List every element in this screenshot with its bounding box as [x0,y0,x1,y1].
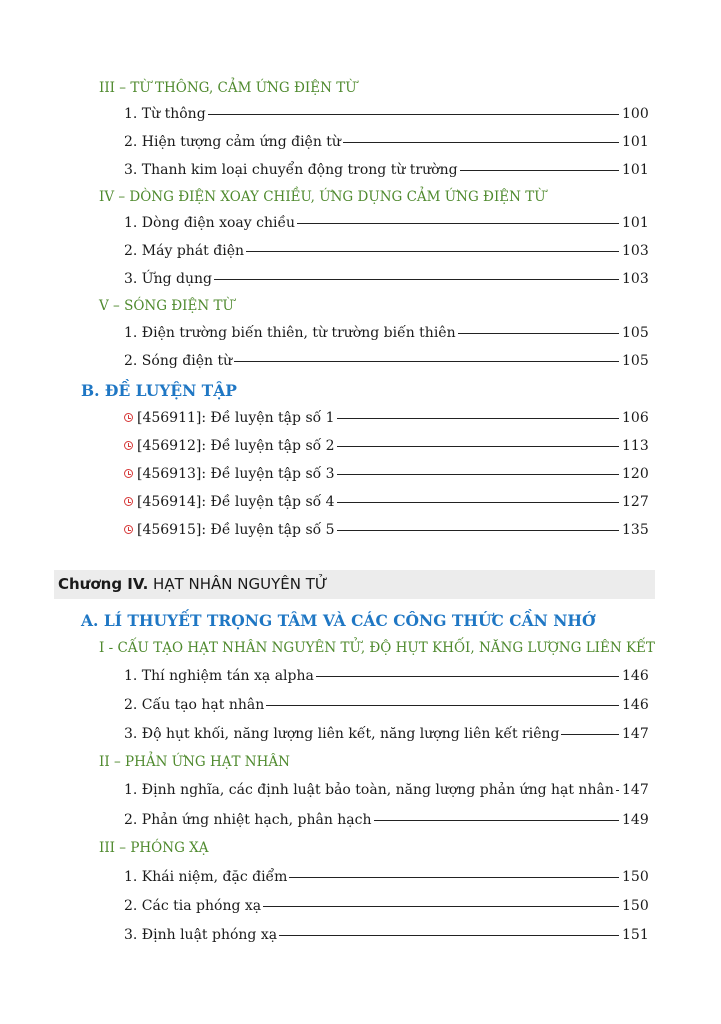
toc-entry[interactable] [124,353,648,373]
section-title-iii-radioactivity: III – PHÓNG XẠ [99,840,209,856]
practice-entry[interactable] [124,466,648,486]
toc-entry-text: [456915]: Đề luyện tập số 5 [137,522,335,538]
leader-line [458,333,619,334]
section-title-v: V – SÓNG ĐIỆN TỪ [99,298,234,314]
toc-entry[interactable] [124,927,648,947]
chapter-label: Chương IV. [58,575,149,593]
toc-entry-text: 3. Thanh kim loại chuyển động trong từ trường [124,162,458,178]
toc-entry-text: [456912]: Đề luyện tập số 2 [137,438,335,454]
toc-entry-text: 3. Định luật phóng xạ [124,927,278,943]
toc-entry-text: 2. Phản ứng nhiệt hạch, phân hạch [124,812,372,828]
leader-line [263,906,619,907]
leader-line [561,734,619,735]
toc-entry[interactable] [124,726,648,746]
toc-entry-page: 150 [622,898,649,914]
clock-icon [124,497,133,506]
toc-entry-text: 3. Ứng dụng [124,271,212,287]
toc-entry[interactable] [124,812,648,832]
toc-entry[interactable] [124,325,648,345]
practice-entry[interactable] [124,522,648,542]
toc-entry-page: 105 [622,353,649,369]
toc-entry-page: 146 [622,668,649,684]
clock-icon [124,413,133,422]
toc-entry-page: 146 [622,697,649,713]
toc-entry-page: 101 [622,215,649,231]
practice-entry[interactable] [124,494,648,514]
toc-entry-text: 1. Điện trường biến thiên, từ trường biến thiên [124,325,456,341]
toc-entry-page: 100 [622,106,649,122]
leader-line [208,114,619,115]
chapter-title: HẠT NHÂN NGUYÊN TỬ [153,575,328,593]
leader-line [374,820,619,821]
toc-entry[interactable] [124,697,648,717]
toc-entry[interactable] [124,215,648,235]
toc-entry-page: 147 [622,726,649,742]
toc-entry-text: [456914]: Đề luyện tập số 4 [137,494,335,510]
toc-entry-page: 151 [622,927,649,943]
toc-entry[interactable] [124,668,648,688]
toc-entry-text: 3. Độ hụt khối, năng lượng liên kết, năng lượng liên kết riêng [124,726,560,742]
toc-entry-page: 101 [622,134,649,150]
section-title-i: I - CẤU TẠO HẠT NHÂN NGUYÊN TỬ, ĐỘ HỤT KHỐI, NĂNG LƯỢNG LIÊN KẾT [99,640,655,656]
toc-entry-page: 150 [622,869,649,885]
toc-entry[interactable] [124,271,648,291]
leader-line [616,790,619,791]
toc-entry-page: 106 [622,410,649,426]
toc-entry-page: 103 [622,271,649,287]
leader-line [337,502,619,503]
section-title-iii: III – TỪ THÔNG, CẢM ỨNG ĐIỆN TỪ [99,80,357,96]
clock-icon [124,441,133,450]
toc-entry-text: 2. Hiện tượng cảm ứng điện từ [124,134,341,150]
toc-entry-page: 103 [622,243,649,259]
toc-entry-page: 101 [622,162,649,178]
leader-line [279,935,619,936]
leader-line [337,446,619,447]
leader-line [234,361,619,362]
toc-entry-page: 113 [622,438,649,454]
toc-entry-text: 1. Thí nghiệm tán xạ alpha [124,668,314,684]
toc-entry-text: [456911]: Đề luyện tập số 1 [137,410,335,426]
toc-entry-text: 1. Từ thông [124,106,206,122]
leader-line [337,474,619,475]
leader-line [266,705,619,706]
toc-entry[interactable] [124,162,648,182]
toc-entry-text: [456913]: Đề luyện tập số 3 [137,466,335,482]
toc-entry[interactable] [124,106,648,126]
toc-entry[interactable] [124,869,648,889]
leader-line [343,142,619,143]
toc-entry[interactable] [124,134,648,154]
toc-entry[interactable] [124,782,648,802]
toc-entry-page: 135 [622,522,649,538]
toc-entry-text: 2. Máy phát điện [124,243,244,259]
toc-entry-page: 127 [622,494,649,510]
clock-icon [124,469,133,478]
toc-entry-text: 2. Cấu tạo hạt nhân [124,697,265,713]
toc-entry-text: 1. Định nghĩa, các định luật bảo toàn, năng lượng phản ứng hạt nhân [124,782,614,798]
practice-entry[interactable] [124,438,648,458]
toc-entry-text: 1. Khái niệm, đặc điểm [124,869,288,885]
section-title-ii: II – PHẢN ỨNG HẠT NHÂN [99,754,290,770]
section-title-iv: IV – DÒNG ĐIỆN XOAY CHIỀU, ỨNG DỤNG CẢM ỨNG ĐIỆN TỪ [99,189,546,205]
leader-line [289,877,619,878]
theory-heading: A. LÍ THUYẾT TRỌNG TÂM VÀ CÁC CÔNG THỨC CẦN NHỚ [81,611,596,630]
toc-entry[interactable] [124,243,648,263]
toc-entry-text: 2. Các tia phóng xạ [124,898,262,914]
toc-entry-page: 147 [622,782,649,798]
leader-line [214,279,619,280]
chapter-heading[interactable] [58,575,328,593]
leader-line [246,251,619,252]
leader-line [337,418,619,419]
leader-line [297,223,619,224]
clock-icon [124,525,133,534]
toc-entry[interactable] [124,898,648,918]
practice-entry[interactable] [124,410,648,430]
toc-entry-page: 120 [622,466,649,482]
practice-heading: B. ĐỀ LUYỆN TẬP [81,381,237,400]
leader-line [460,170,619,171]
toc-entry-text: 1. Dòng điện xoay chiều [124,215,296,231]
leader-line [316,676,619,677]
toc-entry-text: 2. Sóng điện từ [124,353,233,369]
toc-entry-page: 105 [622,325,649,341]
leader-line [337,530,619,531]
toc-entry-page: 149 [622,812,649,828]
